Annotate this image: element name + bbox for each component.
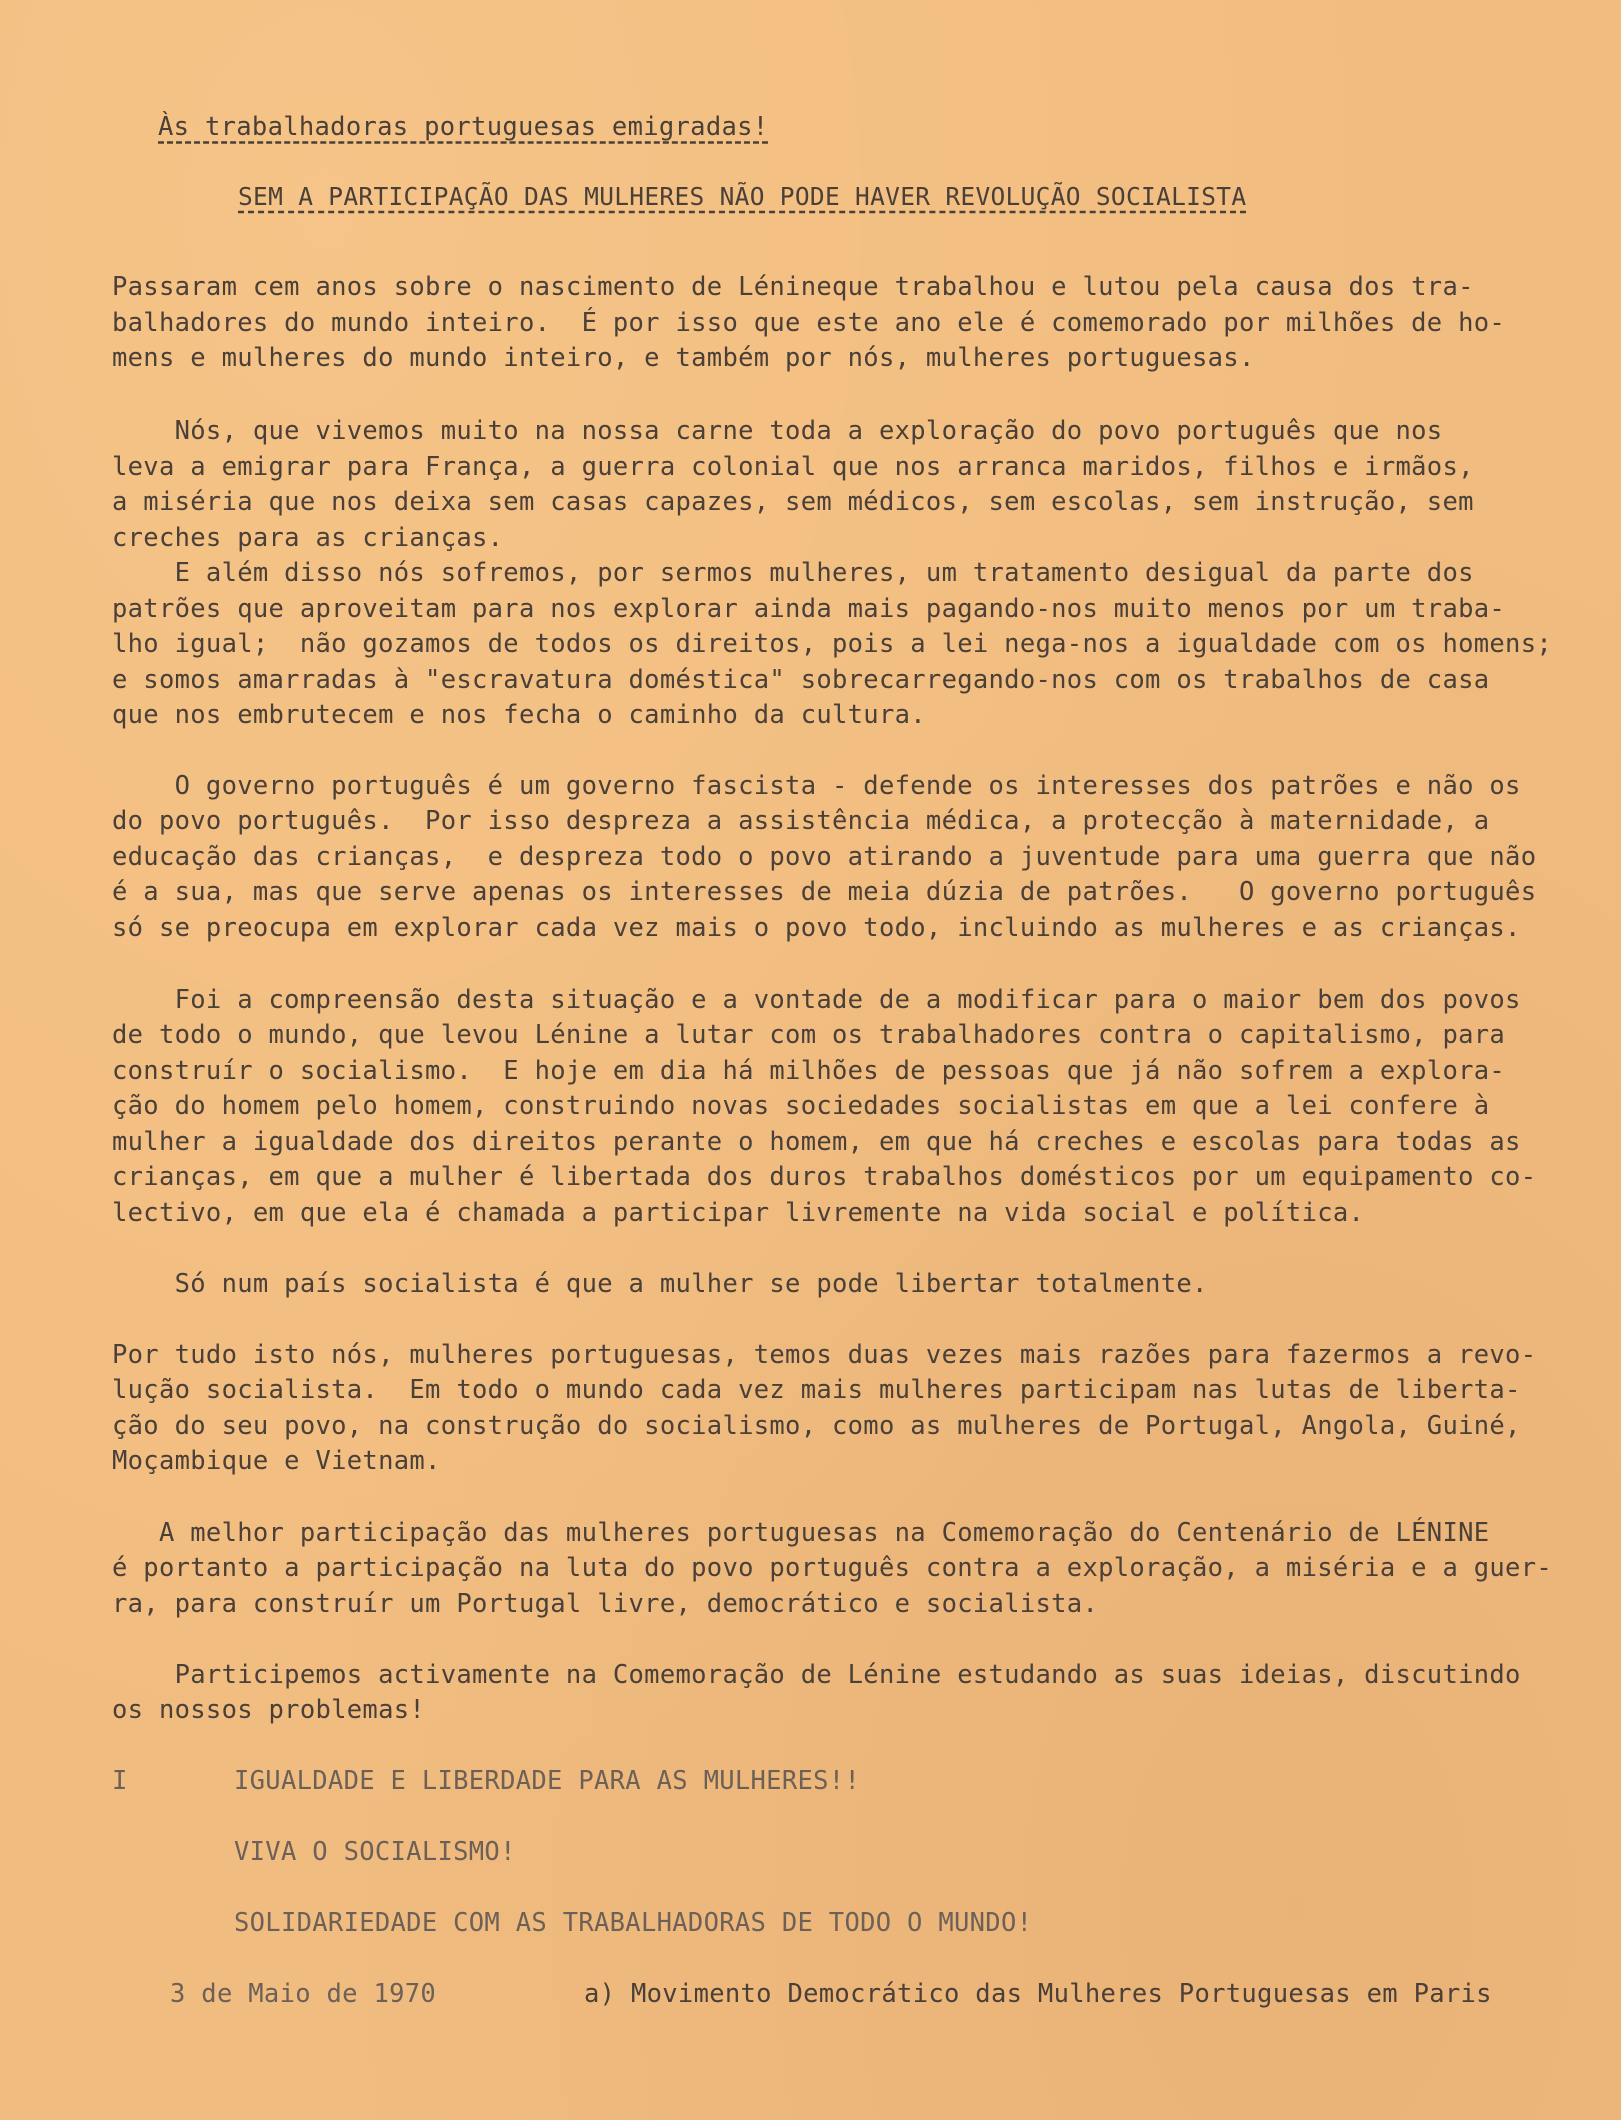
text-line: construír o socialismo. E hoje em dia há milhões de pessoas que já não sofrem a explora- xyxy=(112,1056,1506,1086)
text-line: e somos amarradas à "escravatura doméstica" sobrecarregando-nos com os trabalhos de casa xyxy=(112,665,1490,695)
salutation-heading: Às trabalhadoras portuguesas emigradas! xyxy=(158,112,769,142)
text-line: lução socialista. Em todo o mundo cada vez mais mulheres participam nas lutas de liberta- xyxy=(112,1375,1521,1405)
text-line: balhadores do mundo inteiro. É por isso que este ano ele é comemorado por milhões de ho- xyxy=(112,308,1506,338)
text-line: patrões que aproveitam para nos explorar ainda mais pagando-nos muito menos por um traba- xyxy=(112,594,1506,624)
text-line: crianças, em que a mulher é libertada dos duros trabalhos domésticos por um equipamento co- xyxy=(112,1162,1537,1192)
text-line: E além disso nós sofremos, por sermos mulheres, um tratamento desigual da parte dos xyxy=(112,558,1474,588)
text-line: é a sua, mas que serve apenas os interesses de meia dúzia de patrões. O governo português xyxy=(112,877,1537,907)
text-line: Moçambique e Vietnam. xyxy=(112,1446,441,1476)
text-line: mulher a igualdade dos direitos perante o homem, em que há creches e escolas para todas as xyxy=(112,1127,1521,1157)
text-line: ra, para construír um Portugal livre, democrático e socialista. xyxy=(112,1589,1099,1619)
text-line: a miséria que nos deixa sem casas capazes, sem médicos, sem escolas, sem instrução, sem xyxy=(112,487,1474,517)
text-line: O governo português é um governo fascista - defende os interesses dos patrões e não os xyxy=(112,771,1521,801)
text-line: Nós, que vivemos muito na nossa carne toda a exploração do povo português que nos xyxy=(112,416,1443,446)
text-line: Participemos activamente na Comemoração de Lénine estudando as suas ideias, discutindo xyxy=(112,1660,1521,1690)
text-line: Por tudo isto nós, mulheres portuguesas, temos duas vezes mais razões para fazermos a revo- xyxy=(112,1340,1537,1370)
document-date: 3 de Maio de 1970 xyxy=(170,1979,437,2009)
signature-line: a) Movimento Democrático das Mulheres Portuguesas em Paris xyxy=(584,1979,1492,2009)
text-line: só se preocupa em explorar cada vez mais o povo todo, incluindo as mulheres e as crianças. xyxy=(112,913,1521,943)
text-line: Só num país socialista é que a mulher se pode libertar totalmente. xyxy=(112,1269,1208,1299)
text-line: mens e mulheres do mundo inteiro, e também por nós, mulheres portuguesas. xyxy=(112,343,1255,373)
slogan-marker: I xyxy=(112,1766,128,1796)
text-line: ção do homem pelo homem, construindo novas sociedades socialistas em que a lei confere à xyxy=(112,1091,1490,1121)
text-line: Foi a compreensão desta situação e a vontade de a modificar para o maior bem dos povos xyxy=(112,985,1521,1015)
text-line: Passaram cem anos sobre o nascimento de Lénineque trabalhou e lutou pela causa dos tra- xyxy=(112,272,1474,302)
text-line: educação das crianças, e despreza todo o povo atirando a juventude para uma guerra que não xyxy=(112,842,1537,872)
text-line: lectivo, em que ela é chamada a participar livremente na vida social e política. xyxy=(112,1198,1365,1228)
text-line: lho igual; não gozamos de todos os direitos, pois a lei nega-nos a igualdade com os homens; xyxy=(112,629,1553,659)
document-title: SEM A PARTICIPAÇÃO DAS MULHERES NÃO PODE HAVER REVOLUÇÃO SOCIALISTA xyxy=(238,182,1247,211)
text-line: que nos embrutecem e nos fecha o caminho da cultura. xyxy=(112,700,926,730)
text-line: leva a emigrar para França, a guerra colonial que nos arranca maridos, filhos e irmãos, xyxy=(112,452,1474,482)
text-line: A melhor participação das mulheres portuguesas na Comemoração do Centenário de LÉNINE xyxy=(112,1518,1490,1548)
text-line: é portanto a participação na luta do povo português contra a exploração, a miséria e a guer- xyxy=(112,1553,1553,1583)
slogan-item: IGUALDADE E LIBERDADE PARA AS MULHERES!! xyxy=(234,1766,861,1796)
text-line: os nossos problemas! xyxy=(112,1695,426,1725)
text-line: creches para as crianças. xyxy=(112,523,504,553)
slogan-item: VIVA O SOCIALISMO! xyxy=(234,1837,516,1867)
text-line: do povo português. Por isso despreza a assistência médica, a protecção à maternidade, a xyxy=(112,806,1490,836)
slogan-item: SOLIDARIEDADE COM AS TRABALHADORAS DE TODO O MUNDO! xyxy=(234,1908,1033,1938)
text-line: ção do seu povo, na construção do socialismo, como as mulheres de Portugal, Angola, Guiné, xyxy=(112,1411,1521,1441)
text-line: de todo o mundo, que levou Lénine a lutar com os trabalhadores contra o capitalismo, para xyxy=(112,1020,1506,1050)
